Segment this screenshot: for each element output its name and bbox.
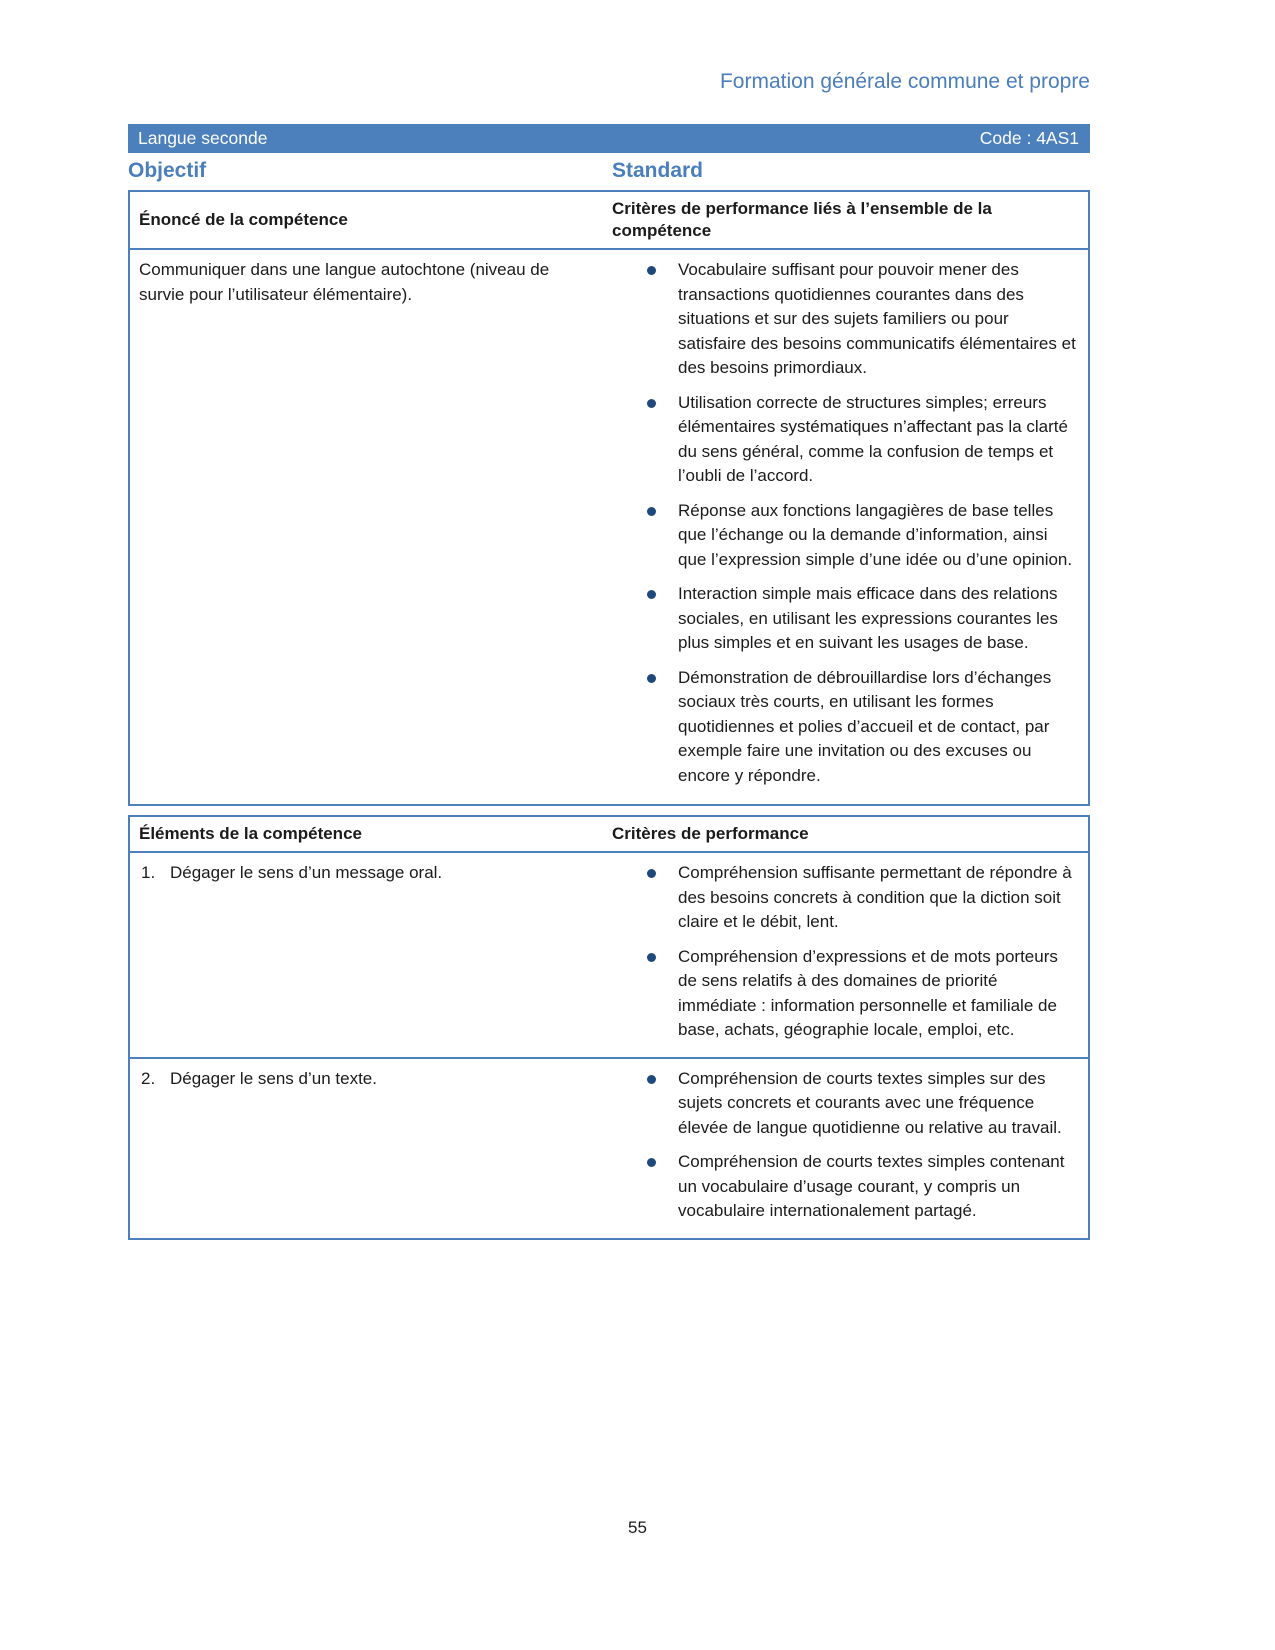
- criterion-text: Utilisation correcte de structures simples; erreurs élémentaires systématiques n’affectant pas la clarté du sens général, comme la confusion de temps et l’oubli de l’accord.: [678, 392, 1068, 485]
- element-row-1: [130, 853, 1088, 1057]
- element-number: 2.: [141, 1068, 156, 1088]
- page-header-title: Formation générale commune et propre: [719, 70, 1090, 93]
- bullet-icon: [647, 266, 656, 275]
- criterion-item: [598, 945, 1088, 1043]
- objectif-heading: Objectif: [128, 159, 207, 182]
- table2-right-header: Critères de performance: [612, 824, 809, 843]
- element-text: Dégager le sens d’un texte.: [170, 1068, 377, 1088]
- bullet-icon: [647, 953, 656, 962]
- table1-left-header: Énoncé de la compétence: [139, 210, 348, 229]
- standard-heading: Standard: [612, 159, 704, 182]
- page-header: [128, 70, 1090, 94]
- bullet-icon: [647, 1075, 656, 1084]
- criterion-text: Démonstration de débrouillardise lors d’échanges sociaux très courts, en utilisant les formes quotidiennes et polies d’accueil et de contact, par exemple faire une invitation ou des excuses ou encore y répondre.: [678, 667, 1052, 785]
- criterion-text: Compréhension d’expressions et de mots porteurs de sens relatifs à des domaines de priorité immédiate : information personnelle et familiale de base, achats, géographie locale, emploi, etc.: [678, 946, 1058, 1039]
- bullet-icon: [647, 869, 656, 878]
- criterion-text: Compréhension de courts textes simples sur des sujets concrets et courants avec une fréquence élevée de langue quotidienne ou relative au travail.: [678, 1068, 1062, 1137]
- element-statement-2: [130, 1067, 598, 1224]
- document-page: [128, 0, 1090, 1240]
- criterion-text: Réponse aux fonctions langagières de base telles que l’échange ou la demande d’information, ainsi que l’expression simple d’une idée ou d’une opinion.: [678, 500, 1073, 569]
- criterion-item: [598, 391, 1088, 489]
- criterion-item: [598, 666, 1088, 789]
- table1-right-header: Critères de performance liés à l’ensemble de la compétence: [612, 199, 992, 240]
- subject-banner: [128, 124, 1090, 153]
- criterion-text: Compréhension suffisante permettant de répondre à des besoins concrets à condition que la diction soit claire et le débit, lent.: [678, 863, 1072, 931]
- performance-criteria-list: [598, 861, 1088, 1043]
- criterion-item: [598, 861, 1088, 935]
- criterion-text: Compréhension de courts textes simples contenant un vocabulaire d’usage courant, y compris un vocabulaire internationalement partagé.: [678, 1152, 1065, 1220]
- banner-subject-label: Langue seconde: [138, 128, 268, 148]
- competence-elements-table: [128, 815, 1090, 1240]
- performance-criteria-list: [598, 1067, 1088, 1224]
- element-row-2: [130, 1057, 1088, 1238]
- criterion-text: Interaction simple mais efficace dans des relations sociales, en utilisant les expressions courantes les plus simples et en suivant les usages de base.: [678, 584, 1058, 652]
- competence-statement: Communiquer dans une langue autochtone (niveau de survie pour l’utilisateur élémentaire).: [139, 260, 550, 304]
- criterion-item: [598, 499, 1088, 573]
- bullet-icon: [647, 399, 656, 408]
- criterion-item: [598, 1150, 1088, 1224]
- bullet-icon: [647, 507, 656, 516]
- bullet-icon: [647, 674, 656, 683]
- element-statement-1: [130, 861, 598, 1043]
- bullet-icon: [647, 590, 656, 599]
- page-number: 55: [628, 1518, 647, 1537]
- bullet-icon: [647, 1158, 656, 1167]
- banner-code-label: Code : 4AS1: [979, 128, 1079, 148]
- table1-header-row: [130, 192, 1088, 250]
- criterion-item: [598, 1067, 1088, 1141]
- column-headings: [128, 159, 1090, 183]
- table2-left-header: Éléments de la compétence: [139, 824, 362, 843]
- competence-statement-table: [128, 190, 1090, 806]
- table1-body-row: [130, 250, 1088, 804]
- element-text: Dégager le sens d’un message oral.: [170, 863, 443, 882]
- element-number: 1.: [141, 863, 156, 882]
- criterion-item: [598, 258, 1088, 381]
- criterion-item: [598, 582, 1088, 656]
- criterion-text: Vocabulaire suffisant pour pouvoir mener des transactions quotidiennes courantes dans des situations et sur des sujets familiers ou pour satisfaire des besoins communicatifs élémentaires et des besoins primordiaux.: [678, 260, 1076, 377]
- performance-criteria-list: [598, 258, 1088, 788]
- table2-header-row: [130, 817, 1088, 853]
